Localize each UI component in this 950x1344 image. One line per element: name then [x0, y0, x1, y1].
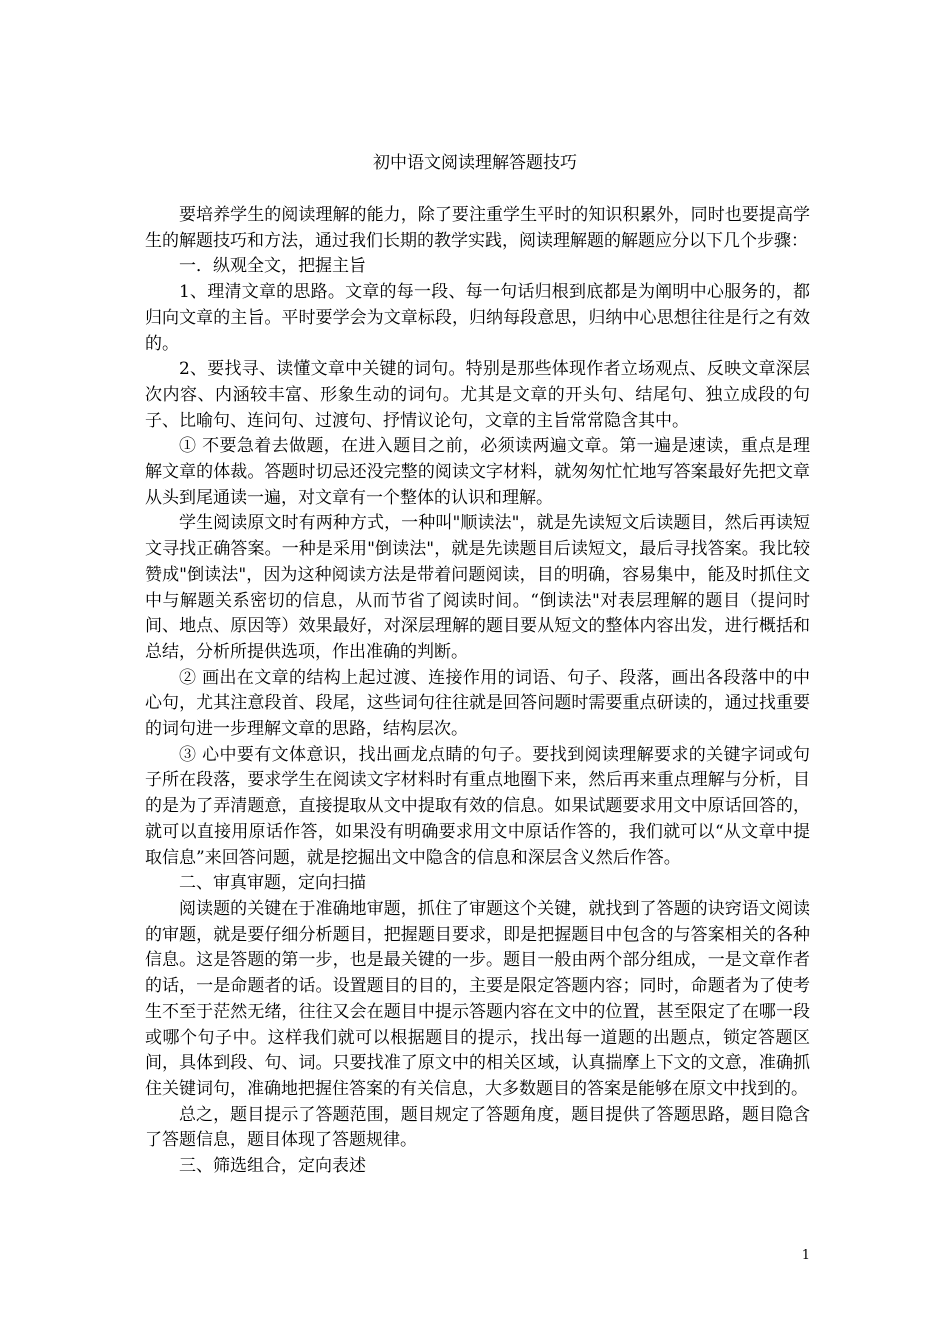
document-body — [145, 203, 810, 1180]
paragraph: 学生阅读原文时有两种方式，一种叫"顺读法"，就是先读短文后读题目，然后再读短文寻找正确答案。一种是采用"倒读法"，就是先读题目后读短文，最后寻找答案。我比较赞成"倒读法"，因为这种阅读方法是带着问题阅读，目的明确，容易集中，能及时抓住文中与解题关系密切的信息，从而节省了阅读时间。“倒读法"对表层理解的题目（提问时间、地点、原因等）效果最好，对深层理解的题目要从短文的整体内容出发，进行概括和总结，分析所提供选项，作出准确的判断。 — [145, 513, 810, 662]
paragraph: 阅读题的关键在于准确地审题，抓住了审题这个关键，就找到了答题的诀窍语文阅读的审题，就是要仔细分析题目，把握题目要求，即是把握题目中包含的与答案相关的各种信息。这是答题的第一步，也是最关键的一步。题目一般由两个部分组成，一是文章作者的话，一是命题者的话。设置题目的目的，主要是限定答题内容；同时，命题者为了使考生不至于茫然无绪，往往又会在题目中提示答题内容在文中的位置，甚至限定了在哪一段或哪个句子中。这样我们就可以根据题目的提示，找出每一道题的出题点，锁定答题区间，具体到段、句、词。只要找准了原文中的相关区域，认真揣摩上下文的文意，准确抓住关键词句，准确地把握住答案的有关信息，大多数题目的答案是能够在原文中找到的。 — [145, 898, 810, 1099]
section-heading-3: 三、筛选组合，定向表述 — [179, 1156, 366, 1177]
paragraph: 1、理清文章的思路。文章的每一段、每一句话归根到底都是为阐明中心服务的，都归向文章的主旨。平时要学会为文章标段，归纳每段意思，归纳中心思想往往是行之有效的。 — [145, 282, 810, 354]
document-title: 初中语文阅读理解答题技巧 — [373, 153, 577, 173]
section-heading-1: 一．纵观全文，把握主旨 — [179, 256, 366, 277]
paragraph: 2、要找寻、读懂文章中关键的词句。特别是那些体现作者立场观点、反映文章深层次内容、内涵较丰富、形象生动的词句。尤其是文章的开头句、结尾句、独立成段的句子、比喻句、连问句、过渡句、抒情议论句，文章的主旨常常隐含其中。 — [145, 359, 810, 431]
paragraph: ③ 心中要有文体意识，找出画龙点睛的句子。要找到阅读理解要求的关键字词或句子所在段落，要求学生在阅读文字材料时有重点地圈下来，然后再来重点理解与分析，目的是为了弄清题意，直接提取从文中提取有效的信息。如果试题要求用文中原话回答的，就可以直接用原话作答，如果没有明确要求用文中原话作答的，我们就可以“从文章中提取信息”来回答问题，就是挖掘出文中隐含的信息和深层含义然后作答。 — [145, 744, 810, 868]
paragraph: ② 画出在文章的结构上起过渡、连接作用的词语、句子、段落，画出各段落中的中心句，尤其注意段首、段尾，这些词句往往就是回答问题时需要重点研读的，通过找重要的词句进一步理解文章的思路，结构层次。 — [145, 667, 810, 740]
paragraph: ① 不要急着去做题，在进入题目之前，必须读两遍文章。第一遍是速读，重点是理解文章的体裁。答题时切忌还没完整的阅读文字材料，就匆匆忙忙地写答案最好先把文章从头到尾通读一遍，对文章有一个整体的认识和理解。 — [145, 436, 810, 508]
intro-paragraph: 要培养学生的阅读理解的能力，除了要注重学生平时的知识积累外，同时也要提高学生的解题技巧和方法，通过我们长期的教学实践，阅读理解题的解题应分以下几个步骤： — [145, 205, 810, 251]
paragraph: 总之，题目提示了答题范围，题目规定了答题角度，题目提供了答题思路，题目隐含了答题信息，题目体现了答题规律。 — [145, 1104, 810, 1151]
page-number: 1 — [801, 1248, 810, 1263]
section-heading-2: 二、审真审题，定向扫描 — [179, 873, 366, 894]
